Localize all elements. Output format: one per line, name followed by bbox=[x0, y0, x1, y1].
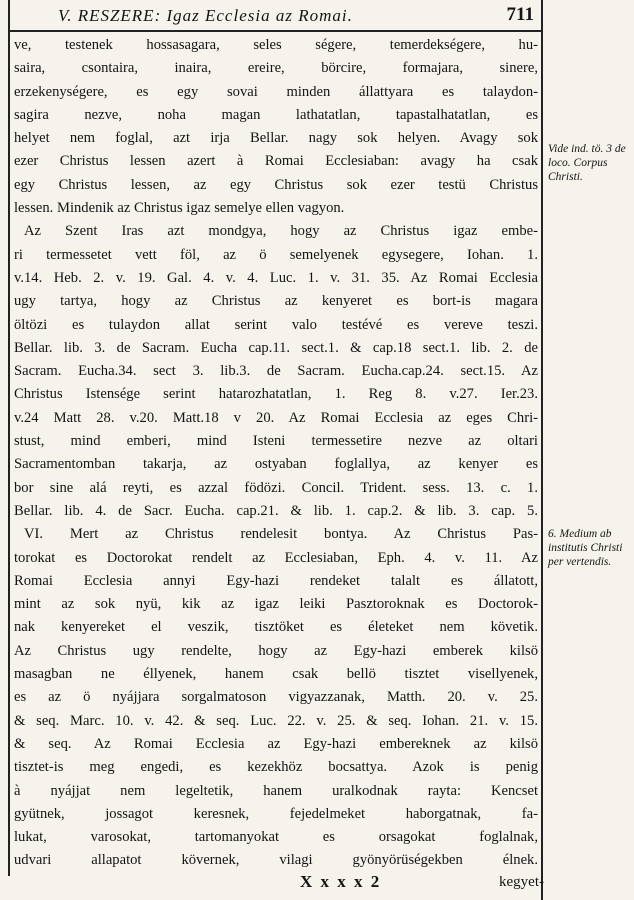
text-line: ezer Christus lessen azert à Romai Ecclesiaban: avagy ha csak bbox=[14, 153, 538, 170]
text-line: & seq. Marc. 10. v. 42. & seq. Luc. 22. v. 25. & seq. Iohan. 21. v. 15. bbox=[14, 712, 538, 729]
text-line: Bellar. lib. 3. de Sacram. Eucha cap.11. sect.1. & cap.18 sect.1. lib. 2. de bbox=[14, 339, 538, 356]
text-line: lessen. Mindenik az Christus igaz semelye ellen vagyon. bbox=[14, 200, 345, 217]
text-line: à nyájjat nem legeltetik, hanem uralkodnak rayta: Kencset bbox=[14, 782, 538, 799]
left-border-rule bbox=[8, 0, 10, 876]
text-line: v.24 Matt 28. v.20. Matt.18 v 20. Az Romai Ecclesia az eges Chri- bbox=[14, 409, 538, 426]
signature-mark: X x x x 2 bbox=[300, 872, 382, 891]
text-line: tisztet-is meg engedi, es kezekhöz bocsattya. Azok is penig bbox=[14, 759, 538, 776]
text-line: udvari allapatot kövernek, vilagi gyönyörüségekben élnek. bbox=[14, 852, 538, 869]
text-line: masagban ne éllyenek, hanem csak bellö tisztet visellyenek, bbox=[14, 666, 538, 683]
text-line: es az ö nyájjara sorgalmatoson vigyazzanak, Matth. 20. v. 25. bbox=[14, 689, 538, 706]
text-line: v.14. Heb. 2. v. 19. Gal. 4. v. 4. Luc. 1. v. 31. 35. Az Romai Ecclesia bbox=[14, 269, 538, 286]
text-line: Az Christus ugy rendelte, hogy az Egy-hazi emberek kilsö bbox=[14, 642, 538, 659]
header-rule bbox=[8, 30, 543, 32]
text-line: & seq. Az Romai Ecclesia az Egy-hazi embereknek az kilsö bbox=[14, 735, 538, 752]
main-text-block bbox=[14, 34, 538, 873]
text-line: stust, mind emberi, mind Isteni termessetire nezve az oltari bbox=[14, 433, 538, 450]
text-line: nak kenyereket el veszik, tisztöket es életeket nem követik. bbox=[14, 619, 538, 636]
page-header bbox=[10, 2, 540, 30]
text-line: sagira nezve, noha magan lathatatlan, tapastalhatatlan, es bbox=[14, 106, 538, 123]
text-line: helyet nem foglal, azt irja Bellar. nagy sok helyen. Avagy sok bbox=[14, 130, 538, 147]
text-line: mint az sok nyü, kik az igaz leiki Pasztoroknak es Doctorok- bbox=[14, 596, 538, 613]
margin-note-corpus-christi: Vide ind. tö. 3 de loco. Corpus Christi. bbox=[548, 143, 626, 183]
text-line: saira, csontaira, inaira, ereire, börcire, formajara, sinere, bbox=[14, 60, 538, 77]
text-line: Sacram. Eucha.34. sect 3. lib.3. de Sacram. Eucha.cap.24. sect.15. Az bbox=[14, 363, 538, 380]
text-line: ve, testenek hossasagara, seles ségere, temerdekségere, hu- bbox=[14, 37, 538, 53]
text-line: Romai Ecclesia annyi Egy-hazi rendeket talalt es állatott, bbox=[14, 572, 538, 589]
text-line: VI. Mert az Christus rendelesit bontya. Az Christus Pas- bbox=[24, 526, 538, 543]
margin-note-medium: 6. Medium ab institutis Christi per vertendis. bbox=[548, 528, 623, 568]
text-line: torokat es Doctorokat rendelt az Ecclesiaban, Eph. 4. v. 11. Az bbox=[14, 549, 538, 566]
text-line: erzekenységere, es egy sovai minden állattyara es talaydon- bbox=[14, 83, 538, 100]
text-line: Sacramentomban takarja, az ostyaban foglallya, az kenyer es bbox=[14, 456, 538, 473]
text-line: bor sine alá reyti, es azzal födözi. Concil. Trident. sess. 13. c. 1. bbox=[14, 479, 538, 496]
text-line: Christus Istensége serint hatarozhatatlan, 1. Reg 8. v.27. Ier.23. bbox=[14, 386, 538, 403]
text-line: egy Christus lessen, az egy Christus sok ezer testü Christus bbox=[14, 176, 538, 193]
text-line: gyütnek, jossagot keresnek, fejedelmeket haborgatnak, fa- bbox=[14, 805, 538, 822]
page-number: 711 bbox=[506, 4, 534, 25]
text-line: ri termessetet vett föl, az ö semelyenek egysegere, Iohan. 1. bbox=[14, 246, 538, 263]
text-line: ugy tartya, hogy az Christus az kenyeret es bort-is magara bbox=[14, 293, 538, 310]
text-line: Az Szent Iras azt mondgya, hogy az Christus igaz embe- bbox=[24, 223, 538, 240]
page-footer bbox=[10, 870, 544, 896]
text-line: Bellar. lib. 4. de Sacr. Eucha. cap.21. & lib. 1. cap.2. & lib. 3. cap. 5. bbox=[14, 502, 538, 519]
running-title: V. RESZERE: Igaz Ecclesia az Romai. bbox=[58, 6, 353, 25]
right-border-rule bbox=[541, 0, 543, 900]
text-line: öltözi es tulaydon allat serint valo testévé es vereve teszi. bbox=[14, 316, 538, 333]
catchword: kegyet- bbox=[499, 874, 544, 890]
text-line: lukat, varosokat, tartomanyokat es orsagokat foglalnak, bbox=[14, 829, 538, 846]
